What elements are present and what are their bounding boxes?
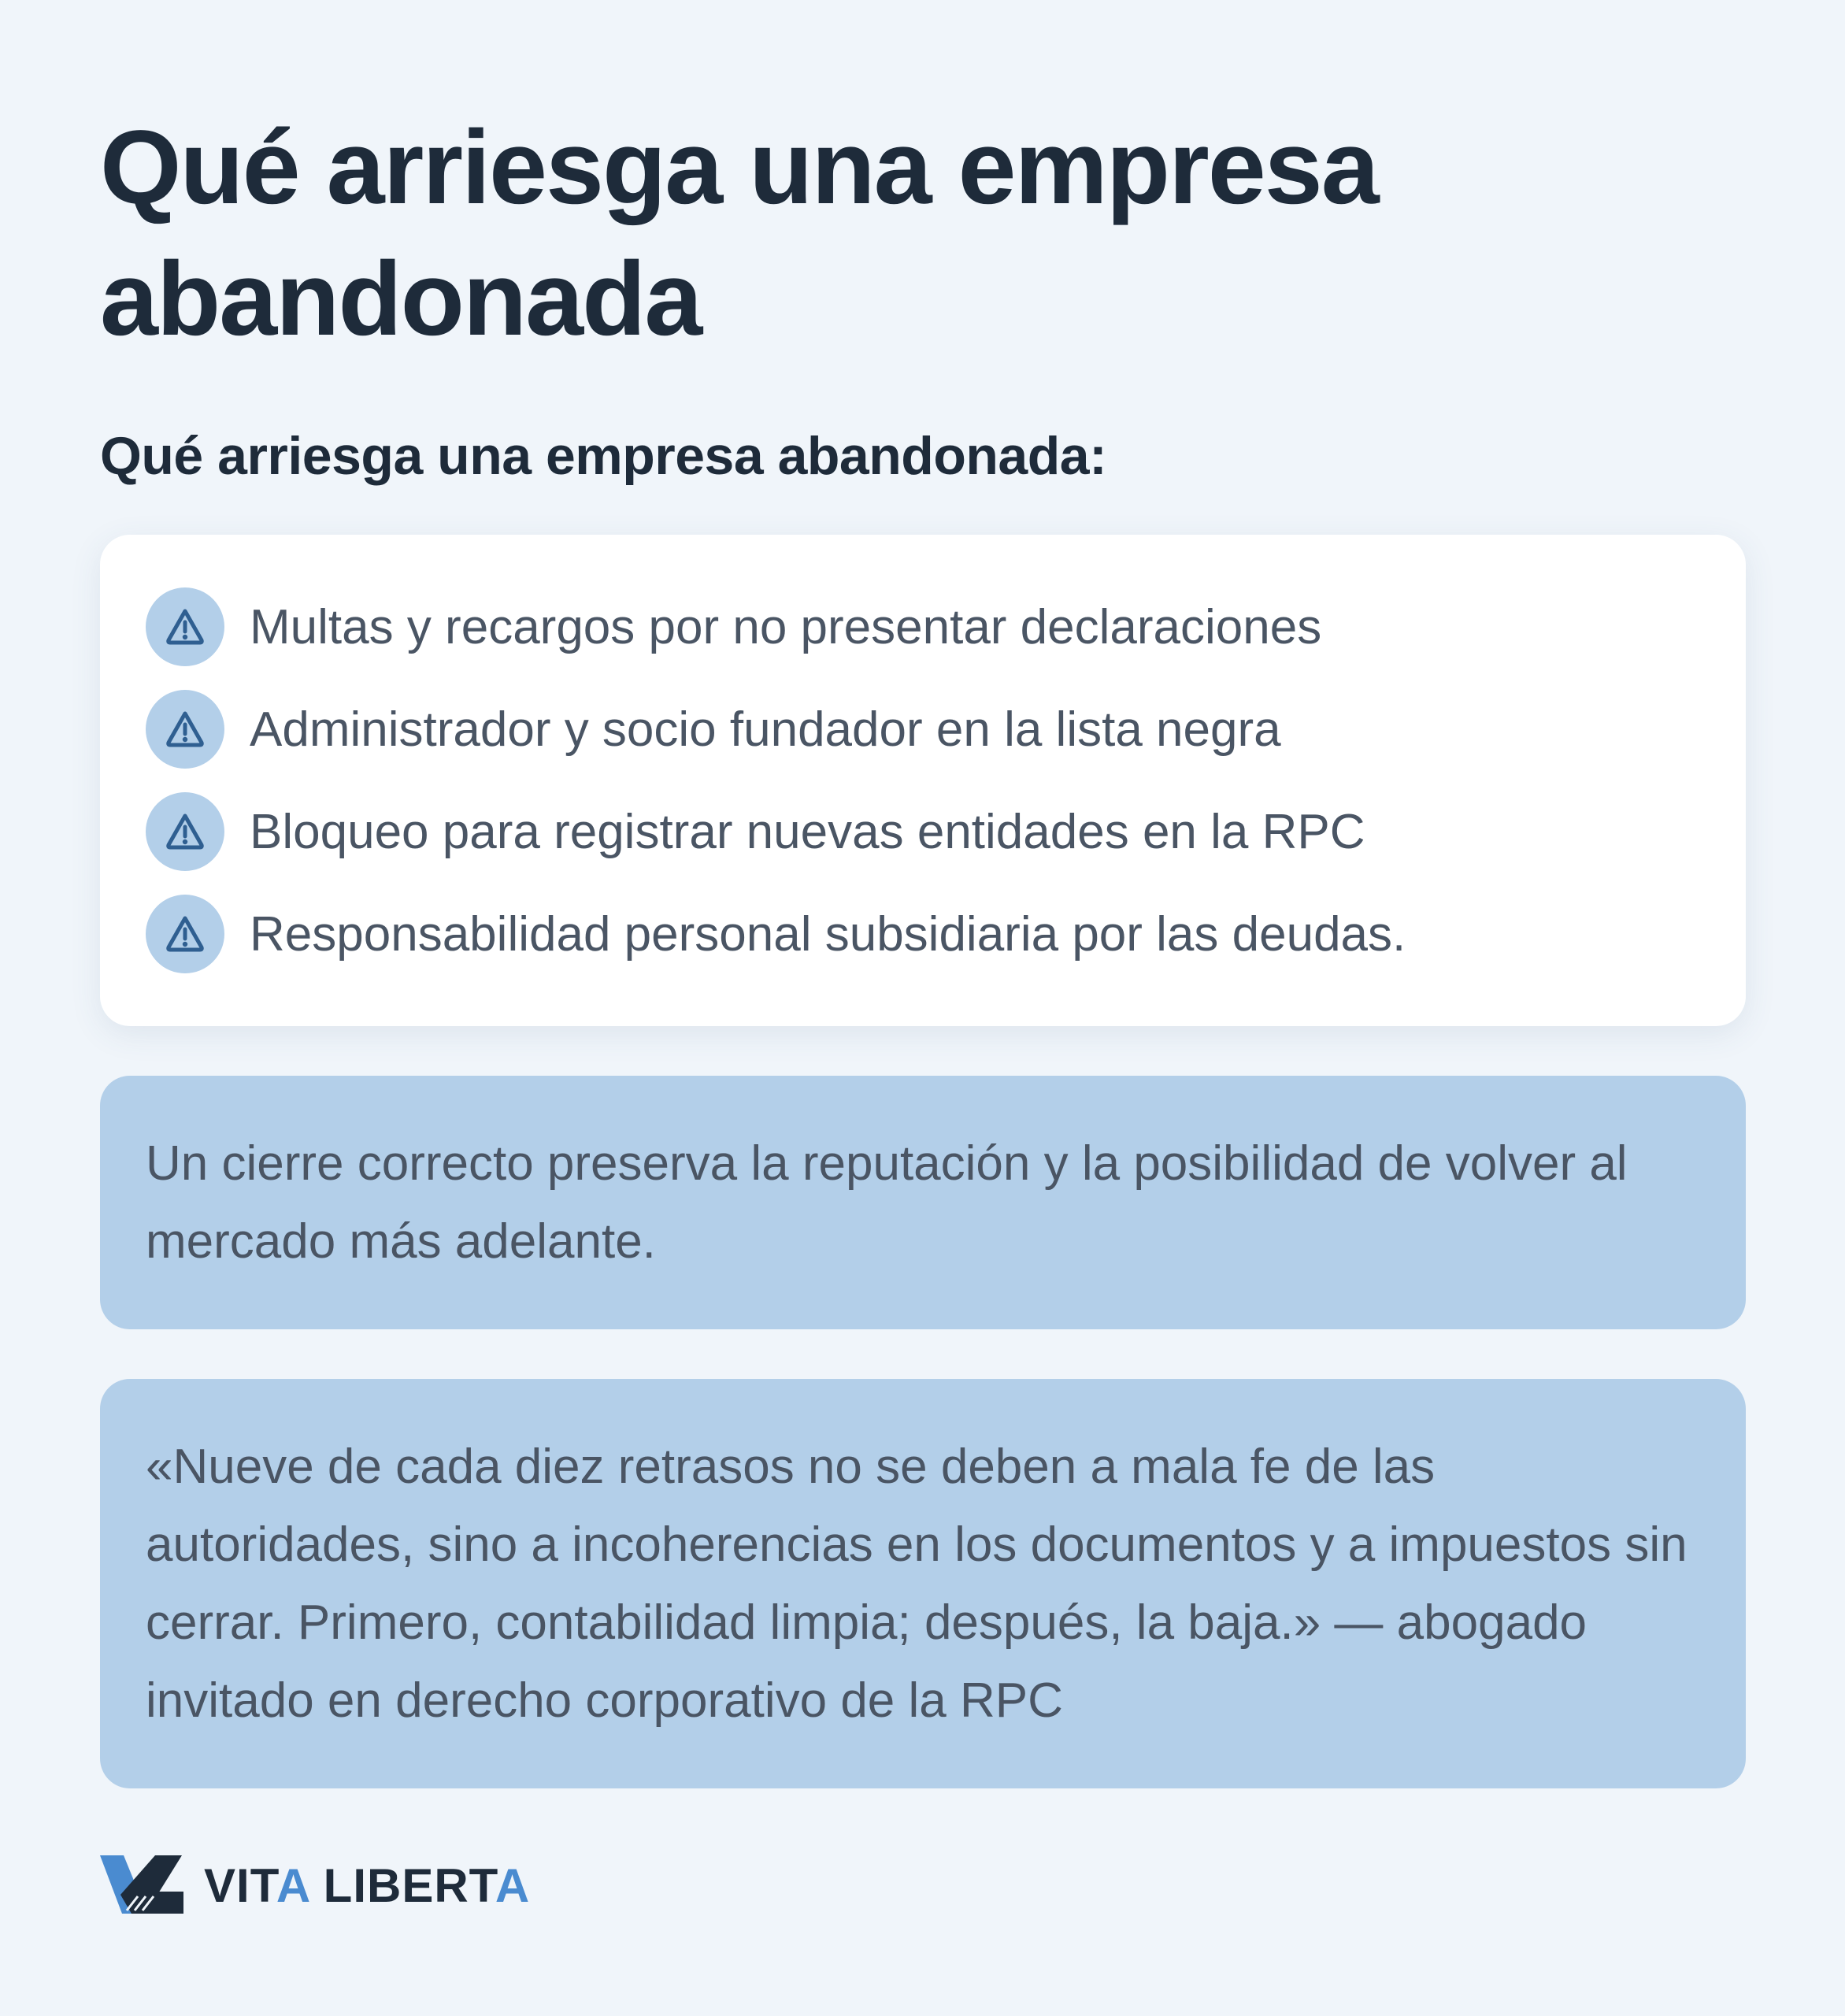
brand-logo-icon: [100, 1852, 187, 1919]
warning-triangle-icon: [146, 690, 224, 769]
quote-block: [100, 1379, 1746, 1788]
highlight-note: [100, 1076, 1746, 1329]
quote-text: «Nueve de cada diez retrasos no se deben a mala fe de las autoridades, sino a incoherencias en los documentos y a impuestos sin cerrar. Primero, contabilidad limpia; después, la baja.» — abogado invitado en derecho corporativo de la RPC: [146, 1440, 1688, 1728]
risk-item-text: Responsabilidad personal subsidiaria por las deudas.: [250, 906, 1406, 962]
risk-item-text: Multas y recargos por no presentar declaraciones: [250, 599, 1322, 654]
page-title: Qué arriesga una empresa abandonada: [100, 109, 1378, 358]
brand-footer: [100, 1852, 530, 1919]
risk-item: [146, 576, 1699, 678]
warning-triangle-icon: [146, 587, 224, 666]
brand-name-part: LIBERT: [309, 1859, 495, 1912]
brand-name: [204, 1858, 530, 1913]
note-text: Un cierre correcto preserva la reputación y la posibilidad de volver al mercado más adelante.: [146, 1136, 1628, 1269]
brand-name-accent: A: [495, 1859, 531, 1912]
warning-triangle-icon: [146, 895, 224, 973]
warning-triangle-icon: [146, 792, 224, 871]
risk-list-card: [100, 535, 1746, 1026]
risk-item-text: Administrador y socio fundador en la lista negra: [250, 702, 1281, 757]
risk-item: [146, 883, 1699, 985]
brand-name-accent: A: [276, 1859, 309, 1912]
infographic: [100, 102, 1746, 1788]
risk-item: [146, 678, 1699, 780]
brand-name-part: VIT: [204, 1859, 276, 1912]
risk-item: [146, 780, 1699, 883]
section-heading: Qué arriesga una empresa abandonada:: [100, 426, 1107, 486]
risk-item-text: Bloqueo para registrar nuevas entidades en la RPC: [250, 804, 1365, 859]
